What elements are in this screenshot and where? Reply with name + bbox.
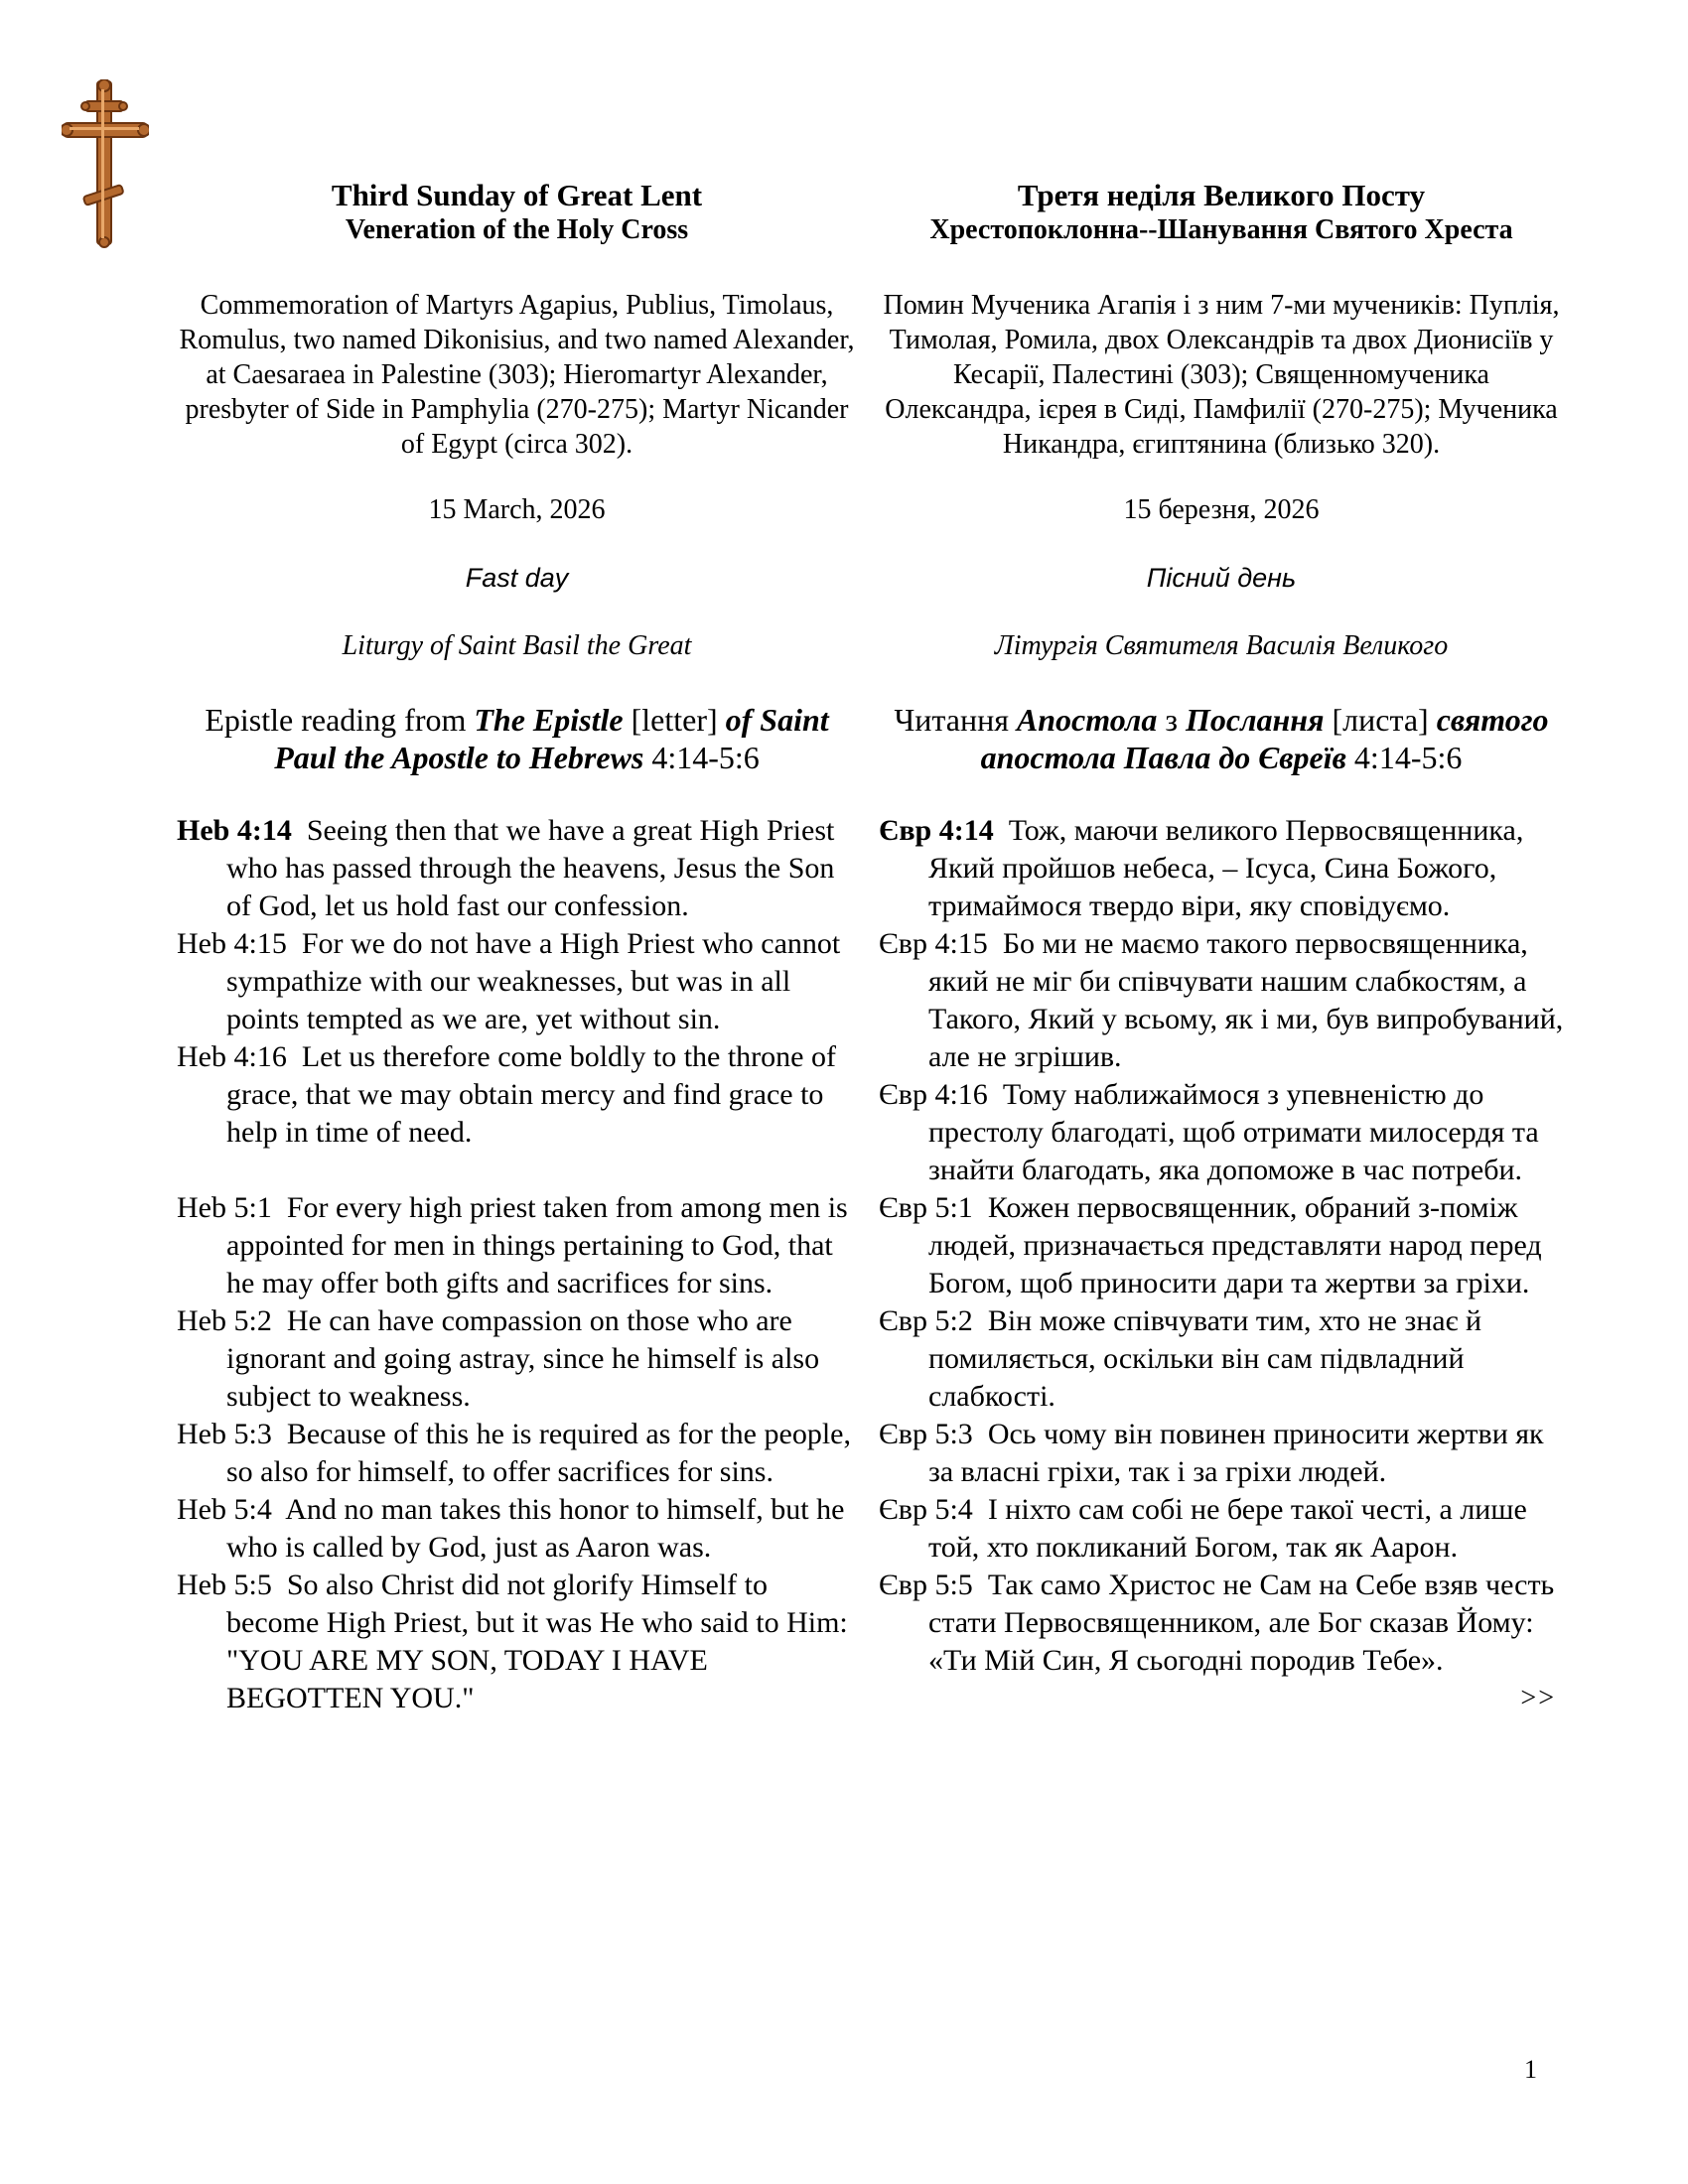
verse-ref: Євр 5:2 xyxy=(879,1304,973,1337)
feast-subtitle: Хрестопоклонна--Шанування Святого Хреста xyxy=(929,214,1513,245)
verse-item: Євр 5:5 Так само Христос не Сам на Себе взяв честь стати Первосвященником, але Бог сказав Йому: «Ти Мій Син, Я сьогодні породив Тебе». xyxy=(879,1569,1555,1677)
page-number: 1 xyxy=(1524,2055,1537,2084)
verse-ref: Євр 5:1 xyxy=(879,1191,973,1224)
epistle-heading: Epistle reading from The Epistle [letter] of Saint Paul the Apostle to Hebrews 4:14-5:6 xyxy=(205,702,829,775)
verse-item: Heb 4:14 Seeing then that we have a great High Priest who has passed through the heavens, Jesus the Son of God, let us hold fast our confession. xyxy=(177,814,835,922)
ukrainian-column xyxy=(879,177,1564,1715)
fast-day-label: Пісний день xyxy=(1146,563,1297,593)
verse-ref: Heb 5:1 xyxy=(177,1191,272,1224)
verse-item: Heb 5:2 He can have compassion on those who are ignorant and going astray, since he himself is also subject to weakness. xyxy=(177,1304,820,1413)
verse-ref: Євр 5:4 xyxy=(879,1493,973,1526)
verse-item: Євр 5:4 І ніхто сам собі не бере такої честі, а лише той, хто покликаний Богом, так як Аарон. xyxy=(879,1493,1527,1564)
date-text: 15 березня, 2026 xyxy=(1123,494,1320,525)
verse-ref: Євр 5:3 xyxy=(879,1418,973,1450)
english-column xyxy=(177,177,857,1717)
verse-ref: Євр 5:5 xyxy=(879,1569,973,1601)
verse-ref: Євр 4:16 xyxy=(879,1078,988,1111)
verse-ref: Heb 4:16 xyxy=(177,1040,287,1073)
verse-item: Євр 5:1 Кожен первосвященник, обраний з-поміж людей, призначається представляти народ перед Богом, щоб приносити дари та жертви за гріхи. xyxy=(879,1191,1542,1299)
verse-ref: Heb 4:15 xyxy=(177,927,287,960)
verse-item: Heb 4:15 For we do not have a High Priest who cannot sympathize with our weaknesses, but was in all points tempted as we are, yet without sin. xyxy=(177,927,841,1035)
verse-ref: Heb 5:4 xyxy=(177,1493,272,1526)
english-verse-list xyxy=(177,812,857,1717)
commemoration-text: Commemoration of Martyrs Agapius, Publius, Timolaus, Romulus, two named Dikonisius, and two named Alexander, at Caesaraea in Palestine (303); Hieromartyr Alexander, presbyter of Side in Pamphylia (270-275); Martyr Nicander of Egypt (circa 302). xyxy=(179,290,855,460)
commemoration-text: Помин Мученика Агапія і з ним 7-ми мучеників: Пуплія, Тимолая, Ромила, двох Олександрів та двох Дионисіїв у Кесарії, Палестині (303); Священномученика Олександра, ієрея в Сиді, Памфилії (270-275); Мученика Никандра, єгиптянина (близько 320). xyxy=(883,290,1560,460)
verse-item: Євр 5:3 Ось чому він повинен приносити жертви як за власні гріхи, так і за гріхи людей. xyxy=(879,1418,1544,1488)
feast-title: Третя неділя Великого Посту xyxy=(1017,178,1426,212)
verse-item: Євр 4:15 Бо ми не маємо такого первосвященника, який не міг би співчувати нашим слабкостям, а Такого, Який у всьому, як і ми, був випробуваний, але не згрішив. xyxy=(879,927,1564,1073)
ukrainian-verse-list xyxy=(879,812,1564,1715)
verse-ref: Heb 5:2 xyxy=(177,1304,272,1337)
verse-ref: Heb 4:14 xyxy=(177,814,292,847)
date-text: 15 March, 2026 xyxy=(428,494,606,525)
feast-title: Third Sunday of Great Lent xyxy=(331,178,703,212)
orthodox-cross-icon xyxy=(62,79,149,248)
liturgy-label: Liturgy of Saint Basil the Great xyxy=(342,630,692,661)
epistle-heading: Читання Апостола з Послання [листа] святого апостола Павла до Євреїв 4:14-5:6 xyxy=(894,702,1549,775)
verse-item: Євр 4:16 Тому наближаймося з упевненістю до престолу благодаті, щоб отримати милосердя та знайти благодать, яка допоможе в час потреби. xyxy=(879,1078,1539,1186)
verse-item: Євр 5:2 Він може співчувати тим, хто не знає й помиляється, оскільки він сам підвладний слабкості. xyxy=(879,1304,1482,1413)
liturgy-label: Літургія Святителя Василія Великого xyxy=(994,630,1449,661)
verse-item: Heb 5:4 And no man takes this honor to himself, but he who is called by God, just as Aaron was. xyxy=(177,1493,845,1564)
verse-item: Heb 5:3 Because of this he is required as for the people, so also for himself, to offer sacrifices for sins. xyxy=(177,1418,851,1488)
verse-ref: Євр 4:15 xyxy=(879,927,988,960)
verse-item: Heb 4:16 Let us therefore come boldly to the throne of grace, that we may obtain mercy and find grace to help in time of need. xyxy=(177,1040,836,1149)
verse-item: Heb 5:5 So also Christ did not glorify Himself to become High Priest, but it was He who said to Him: "YOU ARE MY SON, TODAY I HAVE BEGOTTEN YOU." xyxy=(177,1569,848,1714)
fast-day-label: Fast day xyxy=(465,563,569,593)
verse-ref: Heb 5:3 xyxy=(177,1418,272,1450)
verse-item: Heb 5:1 For every high priest taken from among men is appointed for men in things pertaining to God, that he may offer both gifts and sacrifices for sins. xyxy=(177,1191,848,1299)
verse-item: Євр 4:14 Тож, маючи великого Первосвященника, Який пройшов небеса, – Ісуса, Сина Божого, тримаймося твердо віри, яку сповідуємо. xyxy=(879,814,1524,922)
verse-ref: Heb 5:5 xyxy=(177,1569,272,1601)
verse-ref: Євр 4:14 xyxy=(879,814,994,847)
feast-subtitle: Veneration of the Holy Cross xyxy=(345,214,689,245)
continued-marker: >> xyxy=(1520,1683,1556,1713)
